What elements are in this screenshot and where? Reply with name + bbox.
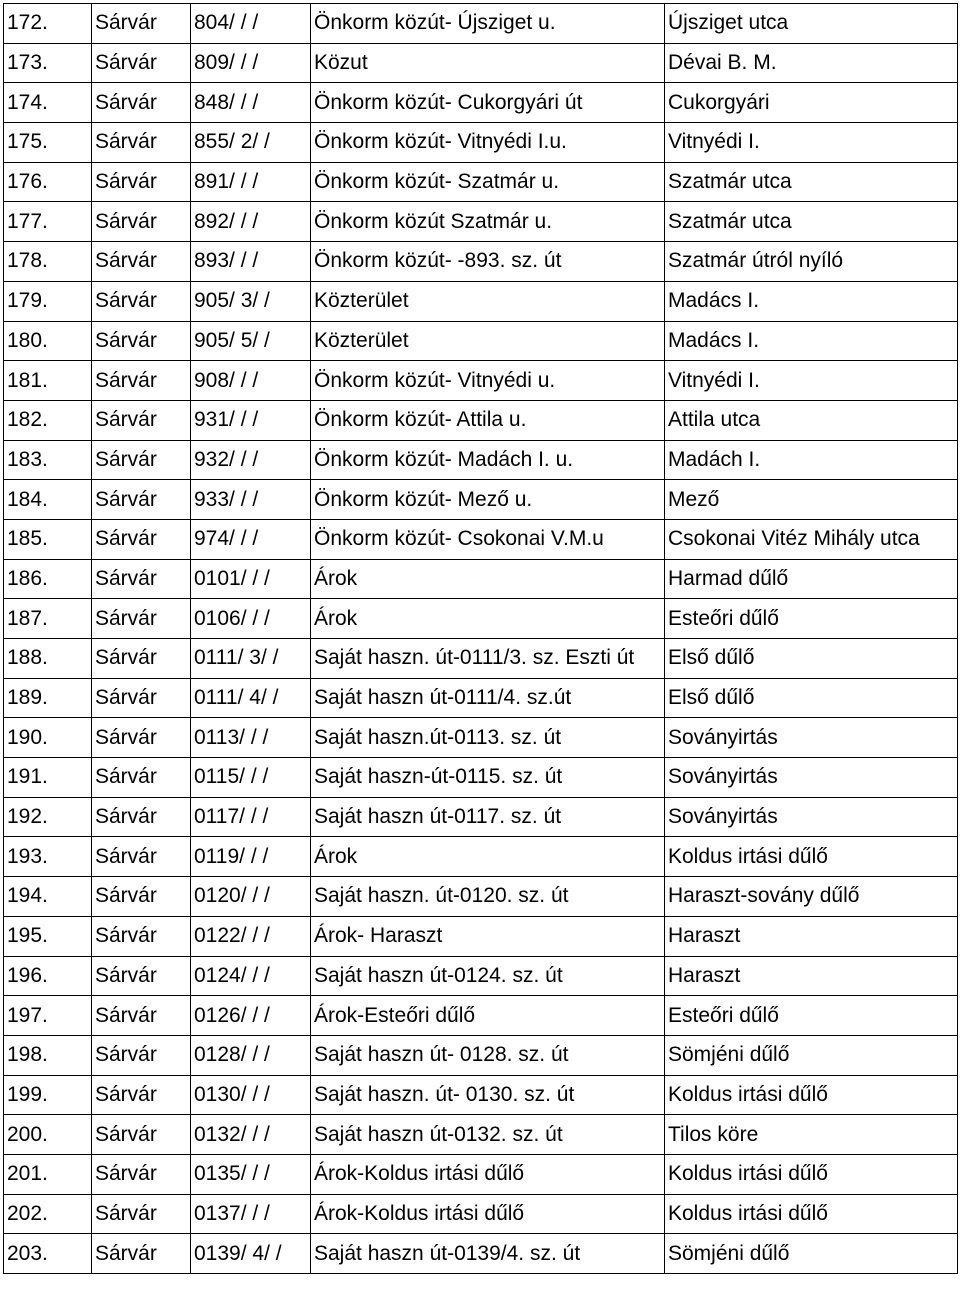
parcel-number-cell: 892/ / / xyxy=(191,202,311,242)
parcel-number-cell: 933/ / / xyxy=(191,480,311,520)
table-row xyxy=(4,1035,958,1075)
row-number-cell: 172. xyxy=(4,4,92,44)
table-row xyxy=(4,281,958,321)
table-row xyxy=(4,1234,958,1274)
land-description-cell: Önkorm közút- Vitnyédi u. xyxy=(311,361,665,401)
town-cell: Sárvár xyxy=(92,162,191,202)
land-description-cell: Saját haszn. út-0120. sz. út xyxy=(311,877,665,917)
row-number-cell: 199. xyxy=(4,1075,92,1115)
parcel-number-cell: 0119/ / / xyxy=(191,837,311,877)
parcel-number-cell: 804/ / / xyxy=(191,4,311,44)
row-number-cell: 188. xyxy=(4,639,92,679)
street-name-cell: Koldus irtási dűlő xyxy=(665,1194,958,1234)
town-cell: Sárvár xyxy=(92,43,191,83)
parcel-number-cell: 905/ 5/ / xyxy=(191,321,311,361)
town-cell: Sárvár xyxy=(92,202,191,242)
street-name-cell: Esteőri dűlő xyxy=(665,599,958,639)
row-number-cell: 176. xyxy=(4,162,92,202)
town-cell: Sárvár xyxy=(92,797,191,837)
parcel-number-cell: 0135/ / / xyxy=(191,1154,311,1194)
town-cell: Sárvár xyxy=(92,956,191,996)
table-row xyxy=(4,678,958,718)
town-cell: Sárvár xyxy=(92,1075,191,1115)
land-description-cell: Önkorm közút- Csokonai V.M.u xyxy=(311,519,665,559)
street-name-cell: Attila utca xyxy=(665,400,958,440)
land-description-cell: Árok xyxy=(311,837,665,877)
street-name-cell: Első dűlő xyxy=(665,678,958,718)
town-cell: Sárvár xyxy=(92,877,191,917)
street-name-cell: Sömjéni dűlő xyxy=(665,1234,958,1274)
street-name-cell: Szatmár utca xyxy=(665,202,958,242)
town-cell: Sárvár xyxy=(92,639,191,679)
land-description-cell: Saját haszn út- 0128. sz. út xyxy=(311,1035,665,1075)
land-description-cell: Árok- Haraszt xyxy=(311,916,665,956)
table-row xyxy=(4,83,958,123)
town-cell: Sárvár xyxy=(92,361,191,401)
parcel-number-cell: 0128/ / / xyxy=(191,1035,311,1075)
table-row xyxy=(4,1154,958,1194)
town-cell: Sárvár xyxy=(92,599,191,639)
town-cell: Sárvár xyxy=(92,916,191,956)
parcel-number-cell: 0113/ / / xyxy=(191,718,311,758)
row-number-cell: 192. xyxy=(4,797,92,837)
parcel-number-cell: 0122/ / / xyxy=(191,916,311,956)
row-number-cell: 190. xyxy=(4,718,92,758)
table-row xyxy=(4,4,958,44)
land-description-cell: Önkorm közút- Cukorgyári út xyxy=(311,83,665,123)
town-cell: Sárvár xyxy=(92,1194,191,1234)
table-row xyxy=(4,877,958,917)
row-number-cell: 196. xyxy=(4,956,92,996)
parcel-number-cell: 0124/ / / xyxy=(191,956,311,996)
table-row xyxy=(4,718,958,758)
parcel-number-cell: 0101/ / / xyxy=(191,559,311,599)
town-cell: Sárvár xyxy=(92,519,191,559)
table-row xyxy=(4,400,958,440)
street-name-cell: Soványirtás xyxy=(665,718,958,758)
row-number-cell: 183. xyxy=(4,440,92,480)
land-description-cell: Árok-Koldus irtási dűlő xyxy=(311,1194,665,1234)
row-number-cell: 191. xyxy=(4,758,92,798)
row-number-cell: 197. xyxy=(4,996,92,1036)
table-row xyxy=(4,1075,958,1115)
land-description-cell: Önkorm közút- Madách I. u. xyxy=(311,440,665,480)
parcel-number-cell: 0139/ 4/ / xyxy=(191,1234,311,1274)
table-row xyxy=(4,996,958,1036)
land-description-cell: Önkorm közút- -893. sz. út xyxy=(311,242,665,282)
row-number-cell: 201. xyxy=(4,1154,92,1194)
row-number-cell: 175. xyxy=(4,123,92,163)
row-number-cell: 179. xyxy=(4,281,92,321)
land-description-cell: Saját haszn-út-0115. sz. út xyxy=(311,758,665,798)
row-number-cell: 173. xyxy=(4,43,92,83)
street-name-cell: Dévai B. M. xyxy=(665,43,958,83)
street-name-cell: Első dűlő xyxy=(665,639,958,679)
row-number-cell: 184. xyxy=(4,480,92,520)
row-number-cell: 193. xyxy=(4,837,92,877)
parcel-number-cell: 0115/ / / xyxy=(191,758,311,798)
street-name-cell: Koldus irtási dűlő xyxy=(665,837,958,877)
parcel-register-table xyxy=(3,3,958,1274)
row-number-cell: 177. xyxy=(4,202,92,242)
street-name-cell: Újsziget utca xyxy=(665,4,958,44)
street-name-cell: Haraszt-sovány dűlő xyxy=(665,877,958,917)
land-description-cell: Árok-Koldus irtási dűlő xyxy=(311,1154,665,1194)
parcel-number-cell: 809/ / / xyxy=(191,43,311,83)
parcel-number-cell: 0132/ / / xyxy=(191,1115,311,1155)
street-name-cell: Haraszt xyxy=(665,916,958,956)
land-description-cell: Önkorm közút- Mező u. xyxy=(311,480,665,520)
row-number-cell: 187. xyxy=(4,599,92,639)
row-number-cell: 182. xyxy=(4,400,92,440)
land-description-cell: Saját haszn út-0124. sz. út xyxy=(311,956,665,996)
row-number-cell: 174. xyxy=(4,83,92,123)
table-row xyxy=(4,202,958,242)
land-description-cell: Árok-Esteőri dűlő xyxy=(311,996,665,1036)
town-cell: Sárvár xyxy=(92,559,191,599)
table-row xyxy=(4,440,958,480)
parcel-number-cell: 0130/ / / xyxy=(191,1075,311,1115)
parcel-number-cell: 908/ / / xyxy=(191,361,311,401)
land-description-cell: Árok xyxy=(311,559,665,599)
parcel-number-cell: 0111/ 3/ / xyxy=(191,639,311,679)
street-name-cell: Madács I. xyxy=(665,281,958,321)
row-number-cell: 181. xyxy=(4,361,92,401)
town-cell: Sárvár xyxy=(92,281,191,321)
street-name-cell: Haraszt xyxy=(665,956,958,996)
table-row xyxy=(4,916,958,956)
table-row xyxy=(4,361,958,401)
row-number-cell: 178. xyxy=(4,242,92,282)
street-name-cell: Sömjéni dűlő xyxy=(665,1035,958,1075)
row-number-cell: 194. xyxy=(4,877,92,917)
parcel-number-cell: 848/ / / xyxy=(191,83,311,123)
land-description-cell: Közterület xyxy=(311,281,665,321)
parcel-number-cell: 0137/ / / xyxy=(191,1194,311,1234)
town-cell: Sárvár xyxy=(92,242,191,282)
parcel-number-cell: 0120/ / / xyxy=(191,877,311,917)
town-cell: Sárvár xyxy=(92,1115,191,1155)
row-number-cell: 195. xyxy=(4,916,92,956)
street-name-cell: Vitnyédi I. xyxy=(665,123,958,163)
town-cell: Sárvár xyxy=(92,4,191,44)
row-number-cell: 185. xyxy=(4,519,92,559)
table-row xyxy=(4,599,958,639)
row-number-cell: 186. xyxy=(4,559,92,599)
town-cell: Sárvár xyxy=(92,123,191,163)
table-row xyxy=(4,123,958,163)
town-cell: Sárvár xyxy=(92,400,191,440)
land-description-cell: Árok xyxy=(311,599,665,639)
land-description-cell: Saját haszn út-0117. sz. út xyxy=(311,797,665,837)
row-number-cell: 180. xyxy=(4,321,92,361)
town-cell: Sárvár xyxy=(92,1035,191,1075)
land-description-cell: Saját haszn. út-0111/3. sz. Eszti út xyxy=(311,639,665,679)
table-row xyxy=(4,797,958,837)
land-description-cell: Közterület xyxy=(311,321,665,361)
parcel-number-cell: 893/ / / xyxy=(191,242,311,282)
table-row xyxy=(4,559,958,599)
town-cell: Sárvár xyxy=(92,758,191,798)
table-row xyxy=(4,43,958,83)
town-cell: Sárvár xyxy=(92,718,191,758)
town-cell: Sárvár xyxy=(92,321,191,361)
land-description-cell: Önkorm közút- Szatmár u. xyxy=(311,162,665,202)
parcel-number-cell: 931/ / / xyxy=(191,400,311,440)
town-cell: Sárvár xyxy=(92,837,191,877)
land-description-cell: Önkorm közút- Vitnyédi I.u. xyxy=(311,123,665,163)
parcel-number-cell: 0117/ / / xyxy=(191,797,311,837)
table-row xyxy=(4,1115,958,1155)
parcel-number-cell: 891/ / / xyxy=(191,162,311,202)
table-row xyxy=(4,758,958,798)
land-description-cell: Önkorm közút- Újsziget u. xyxy=(311,4,665,44)
town-cell: Sárvár xyxy=(92,83,191,123)
street-name-cell: Szatmár utca xyxy=(665,162,958,202)
street-name-cell: Koldus irtási dűlő xyxy=(665,1075,958,1115)
parcel-register-body xyxy=(4,4,958,1274)
land-description-cell: Saját haszn út-0132. sz. út xyxy=(311,1115,665,1155)
town-cell: Sárvár xyxy=(92,1154,191,1194)
street-name-cell: Cukorgyári xyxy=(665,83,958,123)
land-description-cell: Önkorm közút- Attila u. xyxy=(311,400,665,440)
land-description-cell: Saját haszn út-0139/4. sz. út xyxy=(311,1234,665,1274)
street-name-cell: Soványirtás xyxy=(665,758,958,798)
row-number-cell: 203. xyxy=(4,1234,92,1274)
street-name-cell: Mező xyxy=(665,480,958,520)
town-cell: Sárvár xyxy=(92,678,191,718)
row-number-cell: 200. xyxy=(4,1115,92,1155)
town-cell: Sárvár xyxy=(92,480,191,520)
land-description-cell: Saját haszn.út-0113. sz. út xyxy=(311,718,665,758)
row-number-cell: 202. xyxy=(4,1194,92,1234)
table-row xyxy=(4,639,958,679)
street-name-cell: Csokonai Vitéz Mihály utca xyxy=(665,519,958,559)
town-cell: Sárvár xyxy=(92,1234,191,1274)
table-row xyxy=(4,162,958,202)
parcel-number-cell: 0111/ 4/ / xyxy=(191,678,311,718)
land-description-cell: Közut xyxy=(311,43,665,83)
row-number-cell: 189. xyxy=(4,678,92,718)
town-cell: Sárvár xyxy=(92,440,191,480)
parcel-number-cell: 0126/ / / xyxy=(191,996,311,1036)
table-row xyxy=(4,519,958,559)
street-name-cell: Vitnyédi I. xyxy=(665,361,958,401)
table-row xyxy=(4,956,958,996)
parcel-number-cell: 905/ 3/ / xyxy=(191,281,311,321)
table-row xyxy=(4,1194,958,1234)
table-row xyxy=(4,321,958,361)
land-description-cell: Saját haszn. út- 0130. sz. út xyxy=(311,1075,665,1115)
table-row xyxy=(4,242,958,282)
row-number-cell: 198. xyxy=(4,1035,92,1075)
parcel-number-cell: 932/ / / xyxy=(191,440,311,480)
street-name-cell: Madács I. xyxy=(665,321,958,361)
land-description-cell: Saját haszn út-0111/4. sz.út xyxy=(311,678,665,718)
parcel-number-cell: 0106/ / / xyxy=(191,599,311,639)
street-name-cell: Szatmár útról nyíló xyxy=(665,242,958,282)
street-name-cell: Tilos köre xyxy=(665,1115,958,1155)
table-row xyxy=(4,837,958,877)
street-name-cell: Soványirtás xyxy=(665,797,958,837)
town-cell: Sárvár xyxy=(92,996,191,1036)
parcel-number-cell: 855/ 2/ / xyxy=(191,123,311,163)
street-name-cell: Koldus irtási dűlő xyxy=(665,1154,958,1194)
table-row xyxy=(4,480,958,520)
street-name-cell: Madách I. xyxy=(665,440,958,480)
street-name-cell: Harmad dűlő xyxy=(665,559,958,599)
land-description-cell: Önkorm közút Szatmár u. xyxy=(311,202,665,242)
street-name-cell: Esteőri dűlő xyxy=(665,996,958,1036)
parcel-number-cell: 974/ / / xyxy=(191,519,311,559)
